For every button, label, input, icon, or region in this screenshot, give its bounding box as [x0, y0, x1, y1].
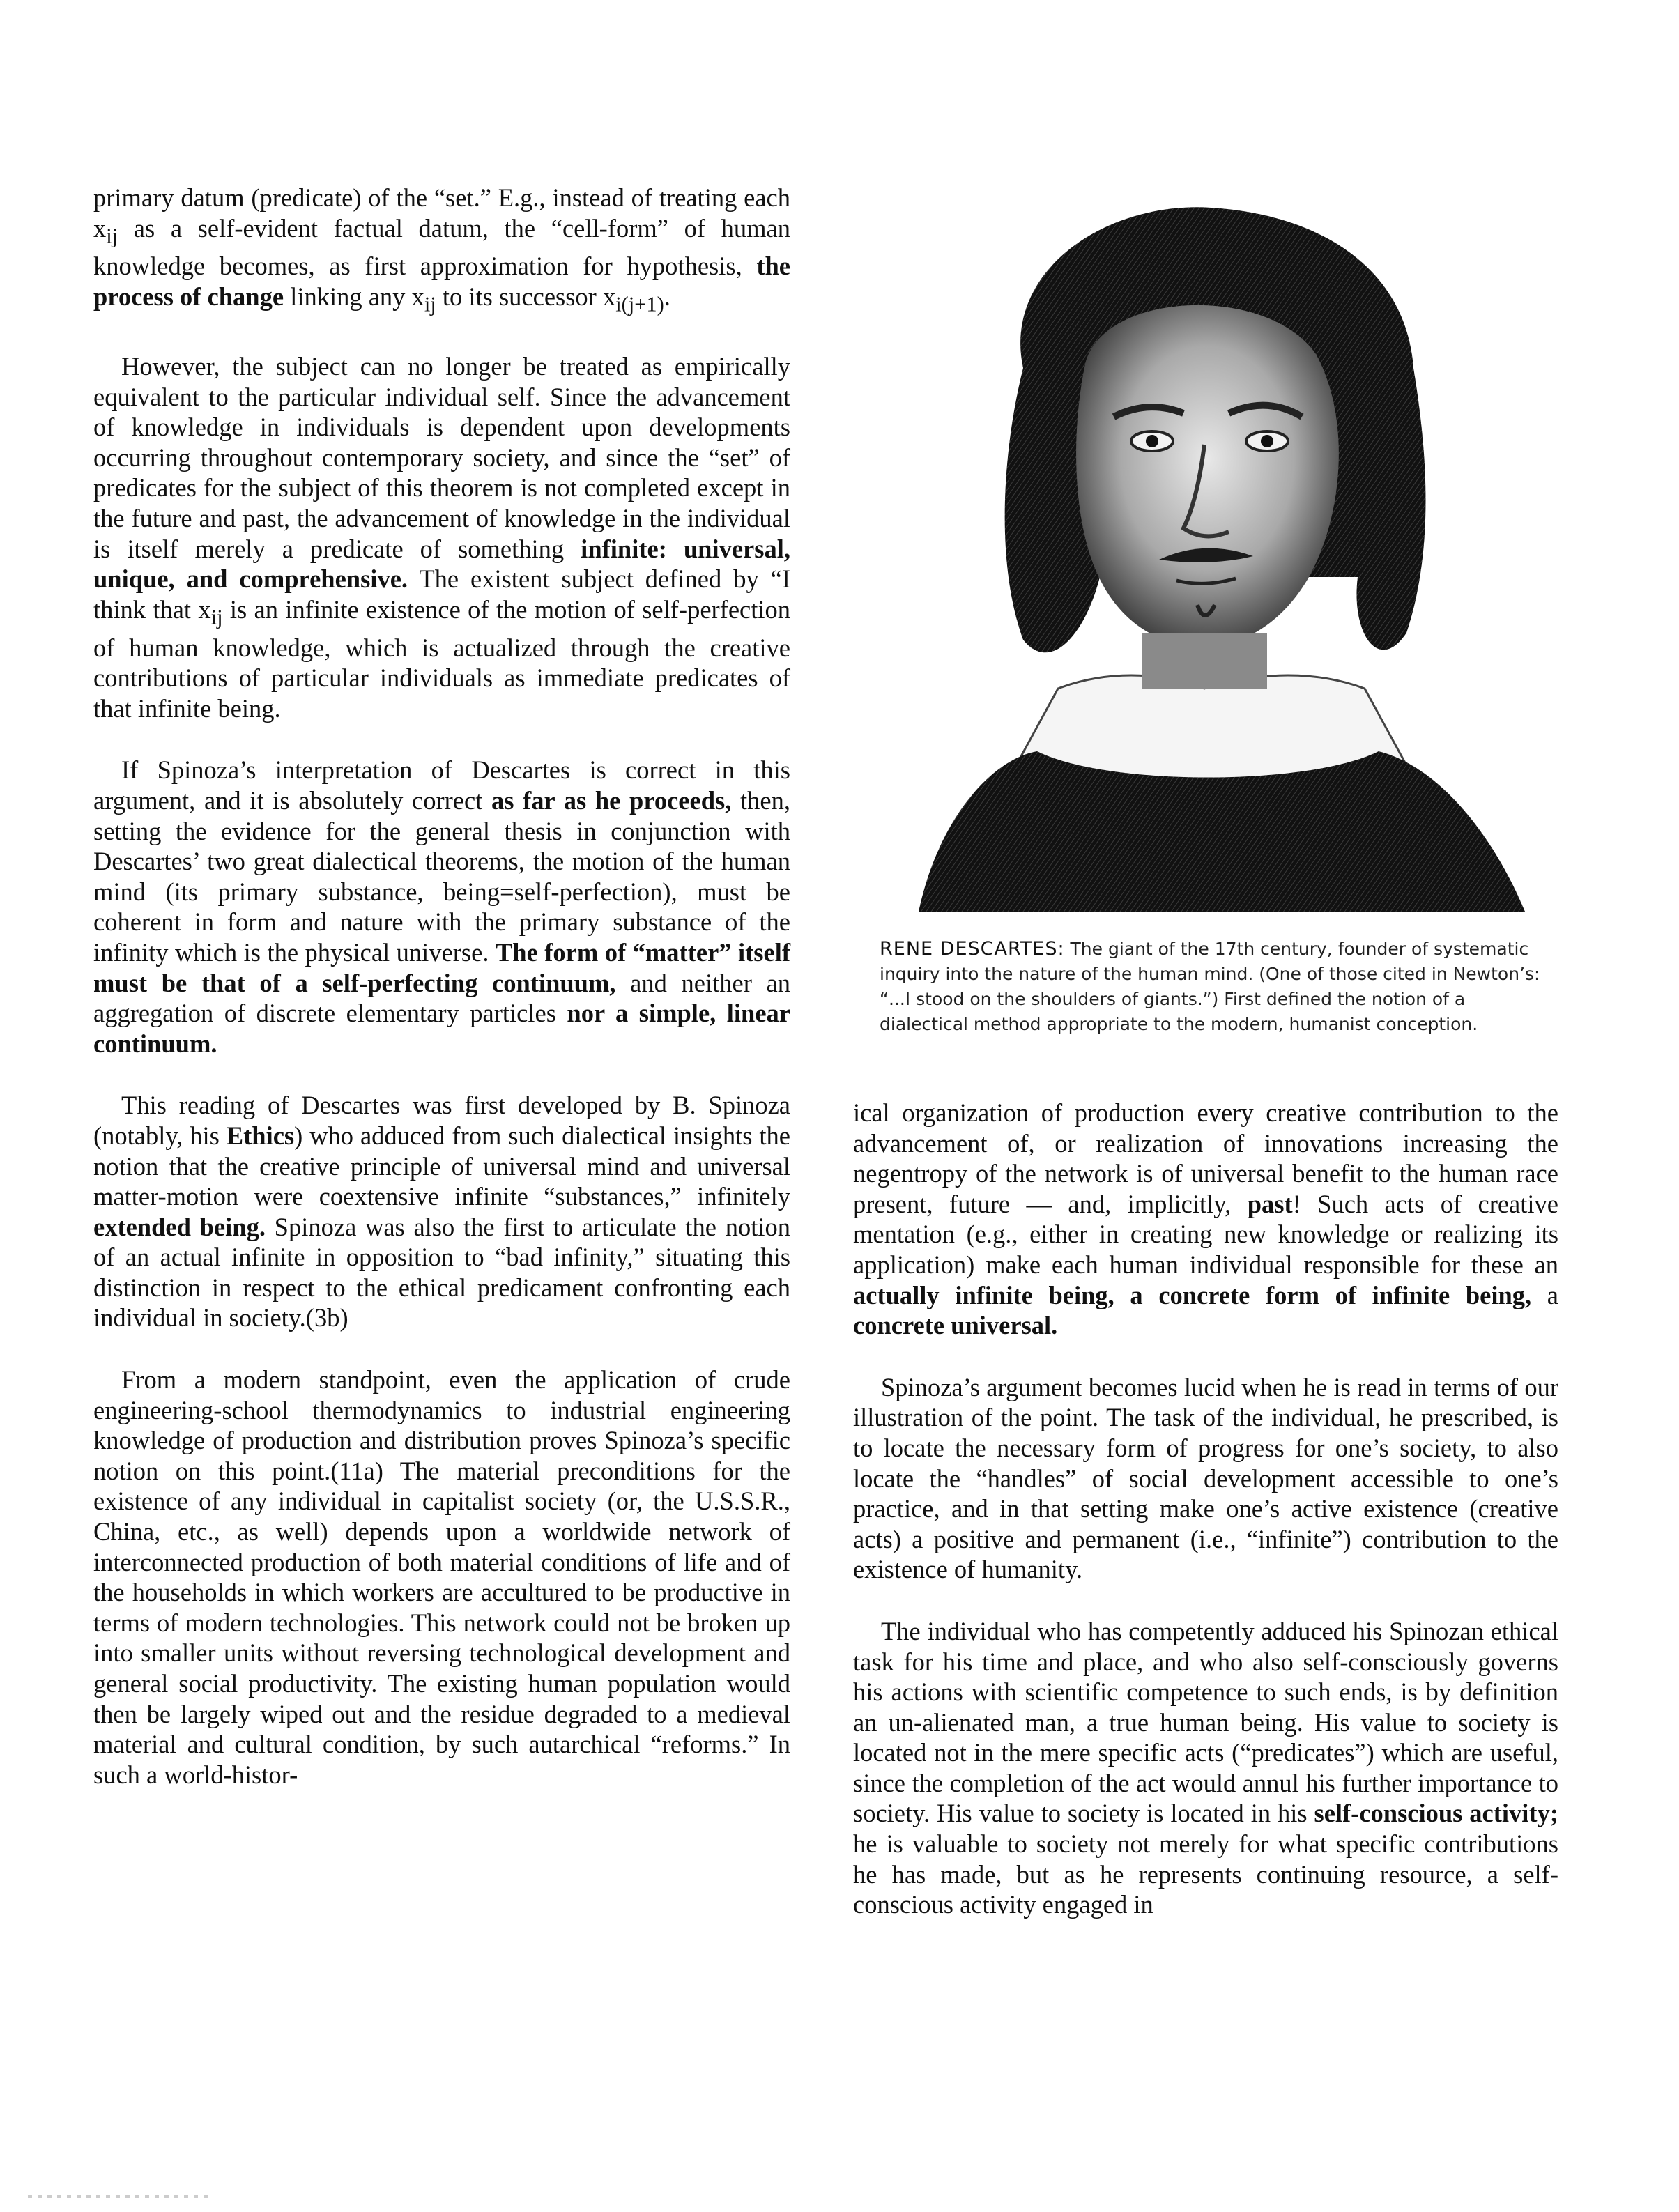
subscript: ij — [106, 223, 118, 247]
bold-phrase: past — [1247, 1189, 1293, 1218]
paragraph-8 — [853, 1616, 1558, 1920]
bold-phrase: concrete universal. — [853, 1311, 1058, 1340]
text-run: Spinoza was also the first to articulate the notion of an actual infinite in opposition to “bad infinity,” situating this distinction in respect to the ethical predicament confronting each individual in society.(3b) — [93, 1212, 790, 1332]
subscript: i(j+1) — [615, 292, 664, 316]
bold-phrase: actually infinite being, a concrete form of infinite being, — [853, 1280, 1532, 1309]
paragraph-2 — [93, 351, 790, 723]
bold-phrase: self-conscious activity; — [1314, 1799, 1558, 1828]
text-run: is an infinite existence of the motion of self-perfection of human knowledge, which is actualized through the creative contributions of particular individuals as immediate predicates of that infinite being. — [93, 594, 791, 723]
paragraph-6 — [853, 1098, 1558, 1341]
text-run: primary datum (predicate) of the “set.” E.g., instead of treating each x — [93, 183, 790, 243]
paragraph-4 — [93, 1090, 790, 1333]
scan-artifact — [28, 2195, 209, 2198]
text-run: as a self-evident factual datum, the “cell-form” of human knowledge becomes, as first approximation for hypothesis, — [93, 213, 790, 281]
image-caption — [880, 937, 1542, 1037]
paragraph-5 — [93, 1365, 790, 1790]
bold-phrase: Ethics — [226, 1121, 295, 1150]
text-run: The existent subject defined by “I think that x — [93, 564, 790, 624]
caption-text: The giant of the 17th century, founder of systematic inquiry into the nature of the human mind. (One of those cited in Newton’s: “...I stood on the shoulders of giants.”) First defined the notion of a dialectical method appropriate to the modern, humanist conception. — [880, 939, 1540, 1034]
bold-phrase: as far as he proceeds, — [491, 785, 732, 815]
paragraph-7: Spinoza’s argument becomes lucid when he is read in terms of our illustration of the point. The task of the individual, he prescribed, is to locate the necessary form of progress for one’s society, to also locate the “handles” of social development accessible to one’s practice, and in that setting make one’s active existence (creative acts) a positive and permanent (i.e., “infinite”) contribution to the existence of humanity. — [853, 1372, 1558, 1584]
text-run: However, the subject can no longer be treated as empirically equivalent to the particular individual self. Since the advancement of knowledge in individuals is dependent upon developments occurring throughout contemporary society, and since the “set” of predicates for the subject of this theorem is not completed except in the future and past, the advancement of knowledge in the individual is itself merely a predicate of something — [93, 351, 790, 563]
bold-phrase: nor a simple, linear continuum. — [93, 999, 790, 1058]
text-run: If Spinoza’s interpretation of Descartes is correct in this argument, and it is absolutely correct — [93, 755, 790, 815]
text-run: linking any x — [284, 282, 424, 312]
text-run: ) who adduced from such dialectical insights the notion that the creative principle of universal mind and universal matter-motion were coextensive infinite “substances,” infinitely — [93, 1121, 790, 1211]
right-column — [853, 1098, 1558, 1951]
caption-subject-name: RENE DESCARTES: — [880, 938, 1065, 960]
bold-phrase: the process of change — [93, 252, 790, 312]
text-run: to its successor x — [436, 282, 616, 312]
text-run: This reading of Descartes was first developed by B. Spinoza (notably, his — [93, 1091, 790, 1150]
text-run: ! Such acts of creative mentation (e.g., either in creating new knowledge or realizing its application) make each human individual responsible for these an — [853, 1189, 1558, 1279]
text-run: The individual who has competently adduced his Spinozan ethical task for his time and place, and who also self-consciously governs his actions with scientific competence to such ends, is by definition an un-alienated man, a true human being. His value to society is located not in the mere specific acts (“predicates”) which are useful, since the completion of the act would annul his further importance to society. His value to society is located in his — [853, 1616, 1558, 1828]
bold-phrase: extended being. — [93, 1212, 266, 1241]
text-run: then, setting the evidence for the general thesis in conjunction with Descartes’ two great dialectical theorems, the motion of the human mind (its primary substance, being=self-perfection), must be coherent in form and nature with the primary substance of the infinity which is the physical universe. — [93, 785, 790, 967]
paragraph-1 — [93, 183, 790, 320]
left-column — [93, 183, 790, 1821]
text-run: and neither an aggregation of discrete elementary particles — [93, 968, 790, 1028]
text-run: ical organization of production every creative contribution to the advancement of, or realization of innovations increasing the negentropy of the network is of universal benefit to the human race present, future — and, implicitly, — [853, 1098, 1558, 1218]
descartes-portrait-image — [877, 187, 1532, 912]
text-run: he is valuable to society not merely for what specific contributions he has made, but as he represents continuing resource, a self-conscious activity engaged in — [853, 1829, 1558, 1919]
subscript: ij — [424, 292, 436, 316]
text-run: a — [1531, 1280, 1559, 1309]
bold-phrase: infinite: universal, unique, and comprehensive. — [93, 534, 790, 594]
subscript: ij — [210, 605, 223, 629]
text-run: . — [664, 282, 670, 312]
text-run: From a modern standpoint, even the application of crude engineering-school thermodynamics to industrial engineering knowledge of production and distribution proves Spinoza’s specific notion on this point.(11a) The material preconditions for the existence of any individual in capitalist society (or, the U.S.S.R., China, etc., as well) depends upon a worldwide network of interconnected production of both material conditions of life and of the households in which workers are accultured to be productive in terms of modern technologies. This network could not be broken up into smaller units without reversing technological development and general social productivity. The existing human population would then be largely wiped out and the residue degraded to a medieval material and cultural condition, by such autarchical “reforms.” In such a world-histor- — [93, 1365, 790, 1789]
bold-phrase: The form of “matter” itself must be that of a self-perfecting continuum, — [93, 937, 790, 997]
paragraph-3 — [93, 755, 790, 1059]
